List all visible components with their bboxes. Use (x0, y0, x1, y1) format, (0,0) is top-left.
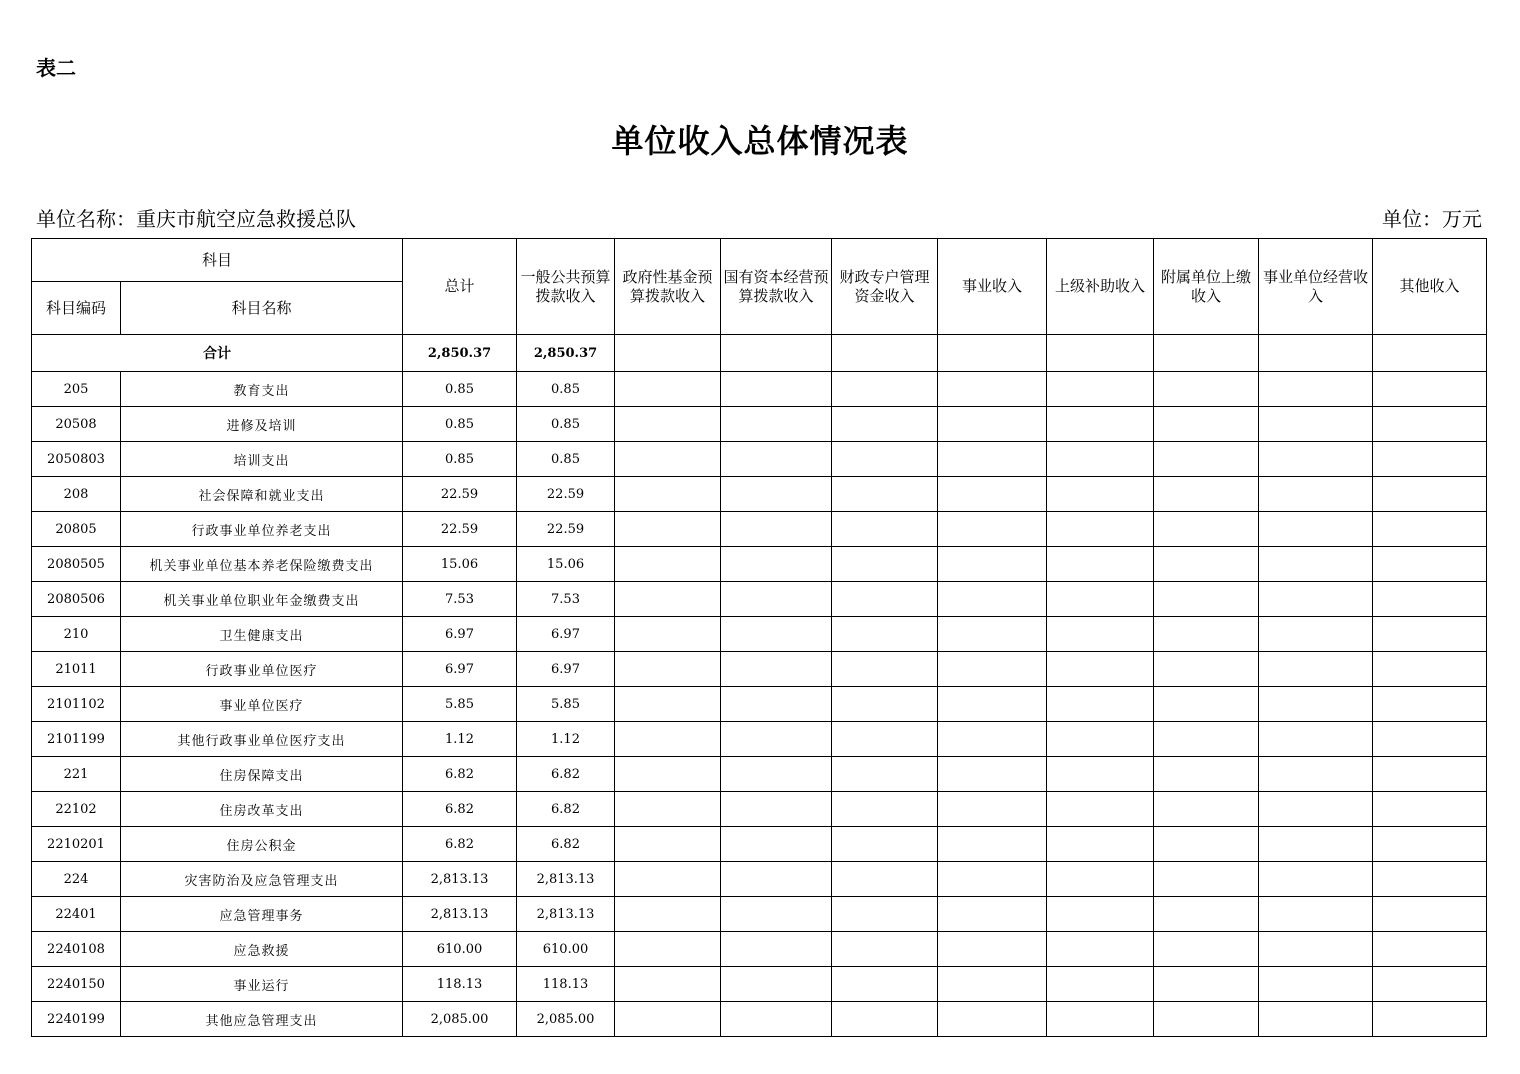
subject-name-cell: 应急管理事务 (121, 897, 403, 932)
empty-cell (1154, 617, 1259, 652)
empty-cell (615, 372, 721, 407)
header-superior-subsidy: 上级补助收入 (1047, 239, 1154, 335)
empty-cell (1259, 442, 1373, 477)
empty-cell (721, 687, 832, 722)
empty-cell (832, 757, 938, 792)
header-other-income: 其他收入 (1373, 239, 1487, 335)
empty-cell (615, 442, 721, 477)
empty-cell (1259, 477, 1373, 512)
general-budget-cell: 2,813.13 (517, 862, 615, 897)
header-affiliated-payment: 附属单位上缴收入 (1154, 239, 1259, 335)
empty-cell (938, 652, 1047, 687)
empty-cell (832, 547, 938, 582)
empty-cell (1373, 757, 1487, 792)
subject-code-cell: 2240199 (32, 1002, 121, 1037)
empty-cell (1259, 827, 1373, 862)
subject-name-cell: 住房保障支出 (121, 757, 403, 792)
empty-cell (938, 862, 1047, 897)
empty-cell (938, 757, 1047, 792)
total-cell: 0.85 (403, 372, 517, 407)
total-cell: 2,085.00 (403, 1002, 517, 1037)
empty-cell (1259, 897, 1373, 932)
empty-cell (1373, 512, 1487, 547)
empty-cell (832, 687, 938, 722)
total-total: 2,850.37 (403, 335, 517, 372)
subject-name-cell: 事业运行 (121, 967, 403, 1002)
empty-cell (721, 722, 832, 757)
subject-name-cell: 社会保障和就业支出 (121, 477, 403, 512)
empty-cell (938, 477, 1047, 512)
total-general-budget: 2,850.37 (517, 335, 615, 372)
total-cell: 1.12 (403, 722, 517, 757)
empty-cell (832, 897, 938, 932)
empty-cell (1373, 652, 1487, 687)
empty-cell (1047, 862, 1154, 897)
table-row (32, 652, 1487, 687)
subject-name-cell: 应急救援 (121, 932, 403, 967)
empty-cell (1047, 652, 1154, 687)
empty-cell (615, 652, 721, 687)
header-special-fund: 财政专户管理资金收入 (832, 239, 938, 335)
subject-name-cell: 进修及培训 (121, 407, 403, 442)
total-cell: 0.85 (403, 442, 517, 477)
table-row (32, 442, 1487, 477)
subject-name-cell: 机关事业单位基本养老保险缴费支出 (121, 547, 403, 582)
table-row (32, 372, 1487, 407)
empty-cell (721, 862, 832, 897)
empty-cell (721, 757, 832, 792)
empty-cell (721, 967, 832, 1002)
empty-cell (721, 792, 832, 827)
empty-cell (938, 827, 1047, 862)
subject-name-cell: 灾害防治及应急管理支出 (121, 862, 403, 897)
empty-cell (1259, 617, 1373, 652)
empty-cell (938, 722, 1047, 757)
empty-cell (615, 407, 721, 442)
table-row (32, 757, 1487, 792)
empty-cell (832, 407, 938, 442)
empty-cell (721, 407, 832, 442)
subject-name-cell: 住房改革支出 (121, 792, 403, 827)
empty-cell (938, 792, 1047, 827)
header-subject: 科目 (32, 239, 403, 282)
empty-cell (1154, 967, 1259, 1002)
table-label: 表二 (36, 56, 76, 80)
empty-cell (1047, 407, 1154, 442)
general-budget-cell: 6.82 (517, 792, 615, 827)
table-row (32, 407, 1487, 442)
subject-name-cell: 机关事业单位职业年金缴费支出 (121, 582, 403, 617)
empty-cell (615, 547, 721, 582)
general-budget-cell: 6.82 (517, 827, 615, 862)
empty-cell (1047, 512, 1154, 547)
table-row (32, 897, 1487, 932)
subject-code-cell: 2101199 (32, 722, 121, 757)
income-table (31, 238, 1487, 1037)
subject-name-cell: 其他应急管理支出 (121, 1002, 403, 1037)
empty-cell (1373, 547, 1487, 582)
table-row (32, 512, 1487, 547)
empty-cell (1373, 407, 1487, 442)
empty-cell (1047, 582, 1154, 617)
subject-name-cell: 培训支出 (121, 442, 403, 477)
header-subject-name: 科目名称 (121, 282, 403, 335)
subject-code-cell: 2080505 (32, 547, 121, 582)
unit-measure: 单位：万元 (1382, 207, 1482, 231)
total-cell: 0.85 (403, 407, 517, 442)
header-gov-fund: 政府性基金预算拨款收入 (615, 239, 721, 335)
header-total: 总计 (403, 239, 517, 335)
empty-cell (1259, 335, 1373, 372)
empty-cell (1154, 897, 1259, 932)
page-title: 单位收入总体情况表 (611, 122, 909, 160)
empty-cell (938, 372, 1047, 407)
empty-cell (721, 547, 832, 582)
table-row (32, 722, 1487, 757)
empty-cell (1259, 582, 1373, 617)
subject-name-cell: 教育支出 (121, 372, 403, 407)
empty-cell (1259, 862, 1373, 897)
empty-cell (1047, 547, 1154, 582)
general-budget-cell: 22.59 (517, 512, 615, 547)
subject-code-cell: 22401 (32, 897, 121, 932)
total-row (32, 335, 1487, 372)
subject-name-cell: 行政事业单位医疗 (121, 652, 403, 687)
header-state-capital: 国有资本经营预算拨款收入 (721, 239, 832, 335)
table-row (32, 932, 1487, 967)
subject-code-cell: 2080506 (32, 582, 121, 617)
empty-cell (1047, 477, 1154, 512)
table-row (32, 967, 1487, 1002)
empty-cell (1373, 967, 1487, 1002)
empty-cell (1154, 862, 1259, 897)
total-cell: 2,813.13 (403, 862, 517, 897)
general-budget-cell: 22.59 (517, 477, 615, 512)
empty-cell (938, 512, 1047, 547)
total-cell: 118.13 (403, 967, 517, 1002)
total-cell: 610.00 (403, 932, 517, 967)
total-cell: 6.82 (403, 792, 517, 827)
empty-cell (721, 932, 832, 967)
subject-name-cell: 事业单位医疗 (121, 687, 403, 722)
empty-cell (1154, 687, 1259, 722)
empty-cell (832, 932, 938, 967)
empty-cell (1047, 827, 1154, 862)
empty-cell (832, 652, 938, 687)
subject-name-cell: 其他行政事业单位医疗支出 (121, 722, 403, 757)
empty-cell (832, 827, 938, 862)
empty-cell (615, 617, 721, 652)
empty-cell (721, 582, 832, 617)
empty-cell (1259, 967, 1373, 1002)
subject-code-cell: 205 (32, 372, 121, 407)
empty-cell (721, 372, 832, 407)
unit-name: 单位名称：重庆市航空应急救援总队 (36, 207, 356, 231)
empty-cell (1047, 687, 1154, 722)
empty-cell (615, 827, 721, 862)
empty-cell (1259, 652, 1373, 687)
empty-cell (938, 967, 1047, 1002)
total-cell: 6.82 (403, 757, 517, 792)
empty-cell (721, 897, 832, 932)
general-budget-cell: 0.85 (517, 372, 615, 407)
empty-cell (1154, 442, 1259, 477)
empty-cell (721, 827, 832, 862)
total-label: 合计 (32, 335, 403, 372)
empty-cell (1373, 372, 1487, 407)
empty-cell (1259, 512, 1373, 547)
empty-cell (1154, 512, 1259, 547)
empty-cell (1047, 442, 1154, 477)
empty-cell (1047, 335, 1154, 372)
subject-name-cell: 住房公积金 (121, 827, 403, 862)
subject-code-cell: 20805 (32, 512, 121, 547)
empty-cell (1259, 547, 1373, 582)
empty-cell (1154, 372, 1259, 407)
empty-cell (1154, 547, 1259, 582)
empty-cell (615, 582, 721, 617)
empty-cell (1373, 932, 1487, 967)
empty-cell (1259, 407, 1373, 442)
general-budget-cell: 118.13 (517, 967, 615, 1002)
empty-cell (1259, 687, 1373, 722)
empty-cell (615, 722, 721, 757)
empty-cell (1047, 967, 1154, 1002)
empty-cell (938, 582, 1047, 617)
subject-code-cell: 2050803 (32, 442, 121, 477)
empty-cell (721, 652, 832, 687)
general-budget-cell: 6.82 (517, 757, 615, 792)
empty-cell (615, 967, 721, 1002)
empty-cell (1373, 1002, 1487, 1037)
empty-cell (938, 442, 1047, 477)
subject-code-cell: 21011 (32, 652, 121, 687)
header-operating-income: 事业单位经营收入 (1259, 239, 1373, 335)
table-row (32, 862, 1487, 897)
empty-cell (615, 757, 721, 792)
empty-cell (721, 512, 832, 547)
general-budget-cell: 0.85 (517, 442, 615, 477)
empty-cell (1373, 477, 1487, 512)
empty-cell (938, 335, 1047, 372)
empty-cell (1259, 757, 1373, 792)
empty-cell (721, 1002, 832, 1037)
empty-cell (938, 1002, 1047, 1037)
header-business-income: 事业收入 (938, 239, 1047, 335)
empty-cell (1154, 792, 1259, 827)
empty-cell (721, 335, 832, 372)
empty-cell (1373, 617, 1487, 652)
empty-cell (721, 617, 832, 652)
empty-cell (1154, 652, 1259, 687)
empty-cell (832, 477, 938, 512)
empty-cell (1154, 407, 1259, 442)
subject-code-cell: 2240108 (32, 932, 121, 967)
table-row (32, 687, 1487, 722)
empty-cell (1154, 582, 1259, 617)
general-budget-cell: 610.00 (517, 932, 615, 967)
empty-cell (1373, 827, 1487, 862)
empty-cell (832, 792, 938, 827)
empty-cell (1154, 827, 1259, 862)
empty-cell (1047, 932, 1154, 967)
empty-cell (1047, 617, 1154, 652)
empty-cell (832, 442, 938, 477)
empty-cell (615, 512, 721, 547)
subject-code-cell: 20508 (32, 407, 121, 442)
subject-code-cell: 2240150 (32, 967, 121, 1002)
empty-cell (1047, 792, 1154, 827)
table-row (32, 477, 1487, 512)
empty-cell (1154, 722, 1259, 757)
total-cell: 22.59 (403, 477, 517, 512)
table-row (32, 547, 1487, 582)
empty-cell (1259, 932, 1373, 967)
subject-code-cell: 221 (32, 757, 121, 792)
total-cell: 6.97 (403, 617, 517, 652)
empty-cell (832, 372, 938, 407)
empty-cell (832, 1002, 938, 1037)
empty-cell (938, 407, 1047, 442)
subject-code-cell: 22102 (32, 792, 121, 827)
table-row (32, 792, 1487, 827)
empty-cell (615, 897, 721, 932)
subject-code-cell: 208 (32, 477, 121, 512)
empty-cell (1047, 1002, 1154, 1037)
subject-name-cell: 卫生健康支出 (121, 617, 403, 652)
empty-cell (1259, 792, 1373, 827)
empty-cell (1259, 372, 1373, 407)
empty-cell (1154, 1002, 1259, 1037)
empty-cell (1373, 442, 1487, 477)
header-general-budget: 一般公共预算拨款收入 (517, 239, 615, 335)
empty-cell (938, 687, 1047, 722)
empty-cell (832, 582, 938, 617)
empty-cell (721, 442, 832, 477)
empty-cell (615, 687, 721, 722)
empty-cell (938, 617, 1047, 652)
general-budget-cell: 2,813.13 (517, 897, 615, 932)
empty-cell (1259, 1002, 1373, 1037)
subject-code-cell: 224 (32, 862, 121, 897)
general-budget-cell: 7.53 (517, 582, 615, 617)
empty-cell (721, 477, 832, 512)
empty-cell (615, 862, 721, 897)
total-cell: 15.06 (403, 547, 517, 582)
general-budget-cell: 0.85 (517, 407, 615, 442)
empty-cell (1047, 897, 1154, 932)
general-budget-cell: 6.97 (517, 617, 615, 652)
empty-cell (1259, 722, 1373, 757)
general-budget-cell: 15.06 (517, 547, 615, 582)
empty-cell (1373, 335, 1487, 372)
empty-cell (615, 1002, 721, 1037)
empty-cell (1373, 862, 1487, 897)
table-row (32, 582, 1487, 617)
empty-cell (938, 932, 1047, 967)
empty-cell (832, 722, 938, 757)
empty-cell (1047, 722, 1154, 757)
empty-cell (1373, 687, 1487, 722)
empty-cell (1154, 932, 1259, 967)
empty-cell (1154, 335, 1259, 372)
empty-cell (1373, 722, 1487, 757)
empty-cell (832, 862, 938, 897)
general-budget-cell: 1.12 (517, 722, 615, 757)
general-budget-cell: 2,085.00 (517, 1002, 615, 1037)
empty-cell (1154, 477, 1259, 512)
empty-cell (1373, 792, 1487, 827)
total-cell: 6.97 (403, 652, 517, 687)
total-cell: 7.53 (403, 582, 517, 617)
subject-code-cell: 2210201 (32, 827, 121, 862)
general-budget-cell: 5.85 (517, 687, 615, 722)
subject-code-cell: 2101102 (32, 687, 121, 722)
table-row (32, 827, 1487, 862)
empty-cell (832, 512, 938, 547)
empty-cell (938, 547, 1047, 582)
total-cell: 22.59 (403, 512, 517, 547)
empty-cell (832, 335, 938, 372)
table-row (32, 617, 1487, 652)
empty-cell (832, 617, 938, 652)
total-cell: 5.85 (403, 687, 517, 722)
general-budget-cell: 6.97 (517, 652, 615, 687)
total-cell: 6.82 (403, 827, 517, 862)
empty-cell (615, 335, 721, 372)
table-row (32, 1002, 1487, 1037)
empty-cell (1373, 582, 1487, 617)
empty-cell (615, 792, 721, 827)
empty-cell (1047, 757, 1154, 792)
empty-cell (615, 932, 721, 967)
subject-name-cell: 行政事业单位养老支出 (121, 512, 403, 547)
empty-cell (1154, 757, 1259, 792)
empty-cell (1047, 372, 1154, 407)
header-subject-code: 科目编码 (32, 282, 121, 335)
empty-cell (1373, 897, 1487, 932)
empty-cell (615, 477, 721, 512)
empty-cell (938, 897, 1047, 932)
subject-code-cell: 210 (32, 617, 121, 652)
total-cell: 2,813.13 (403, 897, 517, 932)
empty-cell (832, 967, 938, 1002)
